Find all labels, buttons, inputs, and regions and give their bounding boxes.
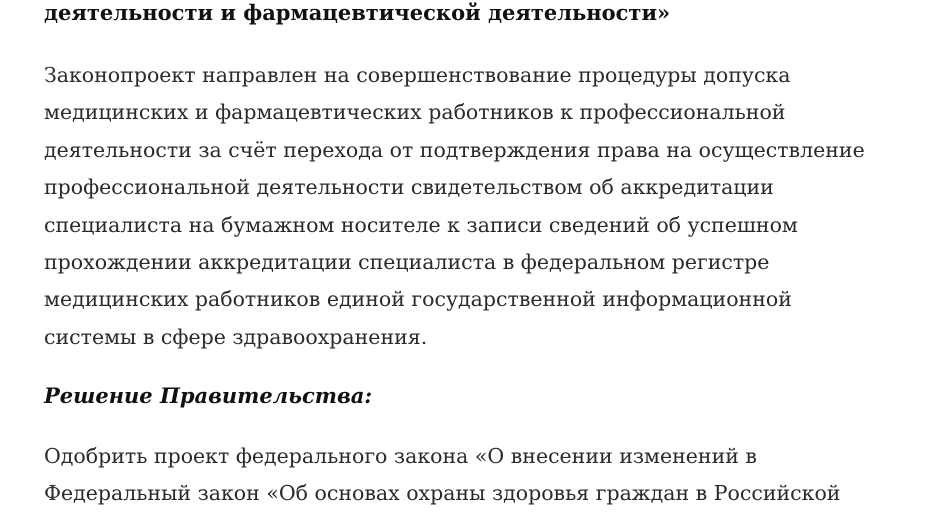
summary-line: деятельности за счёт перехода от подтверждения права на осуществление bbox=[44, 137, 865, 162]
summary-line: прохождении аккредитации специалиста в федеральном регистре bbox=[44, 250, 770, 275]
summary-line: медицинских работников единой государственной информационной bbox=[44, 287, 792, 312]
summary-paragraph bbox=[44, 57, 865, 356]
decision-heading: Решение Правительства: bbox=[44, 383, 373, 408]
summary-line: медицинских и фармацевтических работников к профессиональной bbox=[44, 100, 786, 125]
decision-line: Федеральный закон «Об основах охраны здоровья граждан в Российской bbox=[44, 481, 841, 506]
decision-paragraph bbox=[44, 438, 840, 513]
summary-line: системы в сфере здравоохранения. bbox=[44, 324, 428, 349]
summary-line: специалиста на бумажном носителе к записи сведений об успешном bbox=[44, 212, 798, 237]
document-heading: деятельности и фармацевтической деятельности» bbox=[44, 0, 671, 25]
decision-line: Одобрить проект федерального закона «О внесении изменений в bbox=[44, 444, 757, 468]
summary-line: Законопроект направлен на совершенствование процедуры допуска bbox=[44, 63, 791, 87]
summary-line: профессиональной деятельности свидетельством об аккредитации bbox=[44, 175, 774, 200]
